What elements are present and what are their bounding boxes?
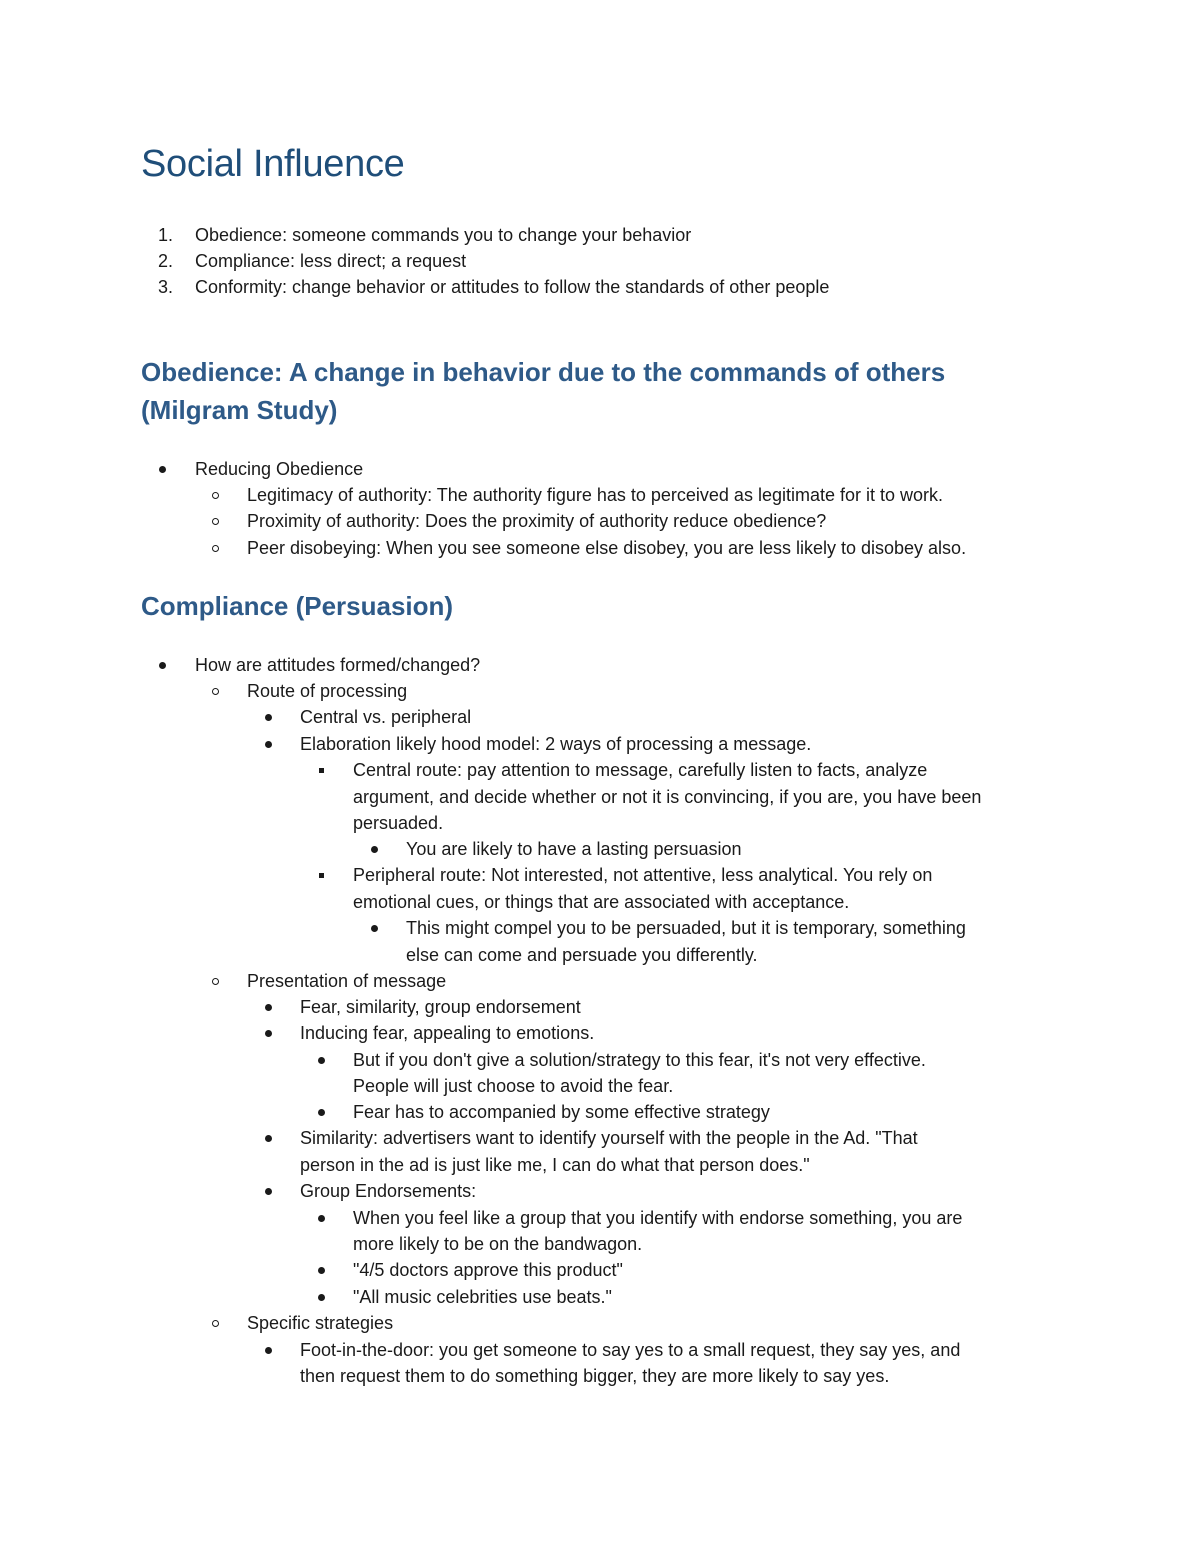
square-bullet-icon: [319, 757, 324, 783]
list-item-continuation: argument, and decide whether or not it is convincing, if you are, you have been: [353, 787, 982, 807]
list-item: Fear, similarity, group endorsement: [300, 997, 581, 1017]
section-heading-compliance: Compliance (Persuasion): [141, 591, 454, 621]
bullet-icon: [318, 1047, 325, 1073]
bullet-icon: [265, 731, 272, 757]
circle-bullet-icon: [212, 1310, 219, 1336]
bullet-icon: [318, 1205, 325, 1231]
list-item: Peripheral route: Not interested, not attentive, less analytical. You rely on: [353, 865, 933, 885]
list-number: 3.: [158, 277, 174, 297]
circle-bullet-icon: [212, 508, 219, 534]
list-item-continuation: more likely to be on the bandwagon.: [353, 1234, 643, 1254]
list-item: Central route: pay attention to message, carefully listen to facts, analyze: [353, 760, 928, 780]
list-item: Fear has to accompanied by some effective strategy: [353, 1102, 770, 1122]
list-number: 1.: [158, 225, 174, 245]
bullet-icon: [159, 652, 166, 678]
bullet-icon: [318, 1284, 325, 1310]
bullet-icon: [371, 836, 378, 862]
list-item-continuation: emotional cues, or things that are associated with acceptance.: [353, 892, 850, 912]
bullet-icon: [318, 1099, 325, 1125]
list-item: Obedience: someone commands you to change your behavior: [195, 225, 692, 245]
list-item-continuation: People will just choose to avoid the fear.: [353, 1076, 674, 1096]
circle-bullet-icon: [212, 968, 219, 994]
list-item: This might compel you to be persuaded, but it is temporary, something: [406, 918, 966, 938]
section-heading-obedience-sub: (Milgram Study): [141, 395, 338, 425]
list-item: Central vs. peripheral: [300, 707, 472, 727]
circle-bullet-icon: [212, 678, 219, 704]
list-item: Peer disobeying: When you see someone else disobey, you are less likely to disobey also.: [247, 538, 967, 558]
list-item: "4/5 doctors approve this product": [353, 1260, 623, 1280]
list-item: Specific strategies: [247, 1313, 394, 1333]
bullet-icon: [159, 456, 166, 482]
list-item: Similarity: advertisers want to identify yourself with the people in the Ad. "That: [300, 1128, 918, 1148]
list-item: Route of processing: [247, 681, 408, 701]
circle-bullet-icon: [212, 535, 219, 561]
list-number: 2.: [158, 251, 174, 271]
bullet-icon: [265, 994, 272, 1020]
section-heading-obedience: Obedience: A change in behavior due to the commands of others: [141, 357, 946, 387]
list-item: Group Endorsements:: [300, 1181, 477, 1201]
bullet-icon: [265, 1337, 272, 1363]
bullet-icon: [318, 1257, 325, 1283]
list-item: Conformity: change behavior or attitudes to follow the standards of other people: [195, 277, 830, 297]
list-item: "All music celebrities use beats.": [353, 1287, 612, 1307]
list-item-continuation: then request them to do something bigger, they are more likely to say yes.: [300, 1366, 890, 1386]
bullet-icon: [265, 1125, 272, 1151]
list-item: Presentation of message: [247, 971, 447, 991]
bullet-icon: [265, 1020, 272, 1046]
list-item: You are likely to have a lasting persuasion: [406, 839, 742, 859]
list-item: Reducing Obedience: [195, 459, 364, 479]
list-item: Legitimacy of authority: The authority figure has to perceived as legitimate for it to work.: [247, 485, 944, 505]
list-item-continuation: persuaded.: [353, 813, 444, 833]
bullet-icon: [371, 915, 378, 941]
square-bullet-icon: [319, 862, 324, 888]
page-title: Social Influence: [141, 143, 405, 185]
list-item: Elaboration likely hood model: 2 ways of processing a message.: [300, 734, 812, 754]
circle-bullet-icon: [212, 482, 219, 508]
list-item-continuation: person in the ad is just like me, I can do what that person does.": [300, 1155, 810, 1175]
list-item: Compliance: less direct; a request: [195, 251, 467, 271]
bullet-icon: [265, 1178, 272, 1204]
list-item: Proximity of authority: Does the proximity of authority reduce obedience?: [247, 511, 827, 531]
list-item: Inducing fear, appealing to emotions.: [300, 1023, 595, 1043]
list-item-continuation: else can come and persuade you differently.: [406, 945, 758, 965]
bullet-icon: [265, 704, 272, 730]
list-item: How are attitudes formed/changed?: [195, 655, 481, 675]
list-item: When you feel like a group that you identify with endorse something, you are: [353, 1208, 963, 1228]
list-item: But if you don't give a solution/strategy to this fear, it's not very effective.: [353, 1050, 926, 1070]
list-item: Foot-in-the-door: you get someone to say yes to a small request, they say yes, and: [300, 1340, 961, 1360]
